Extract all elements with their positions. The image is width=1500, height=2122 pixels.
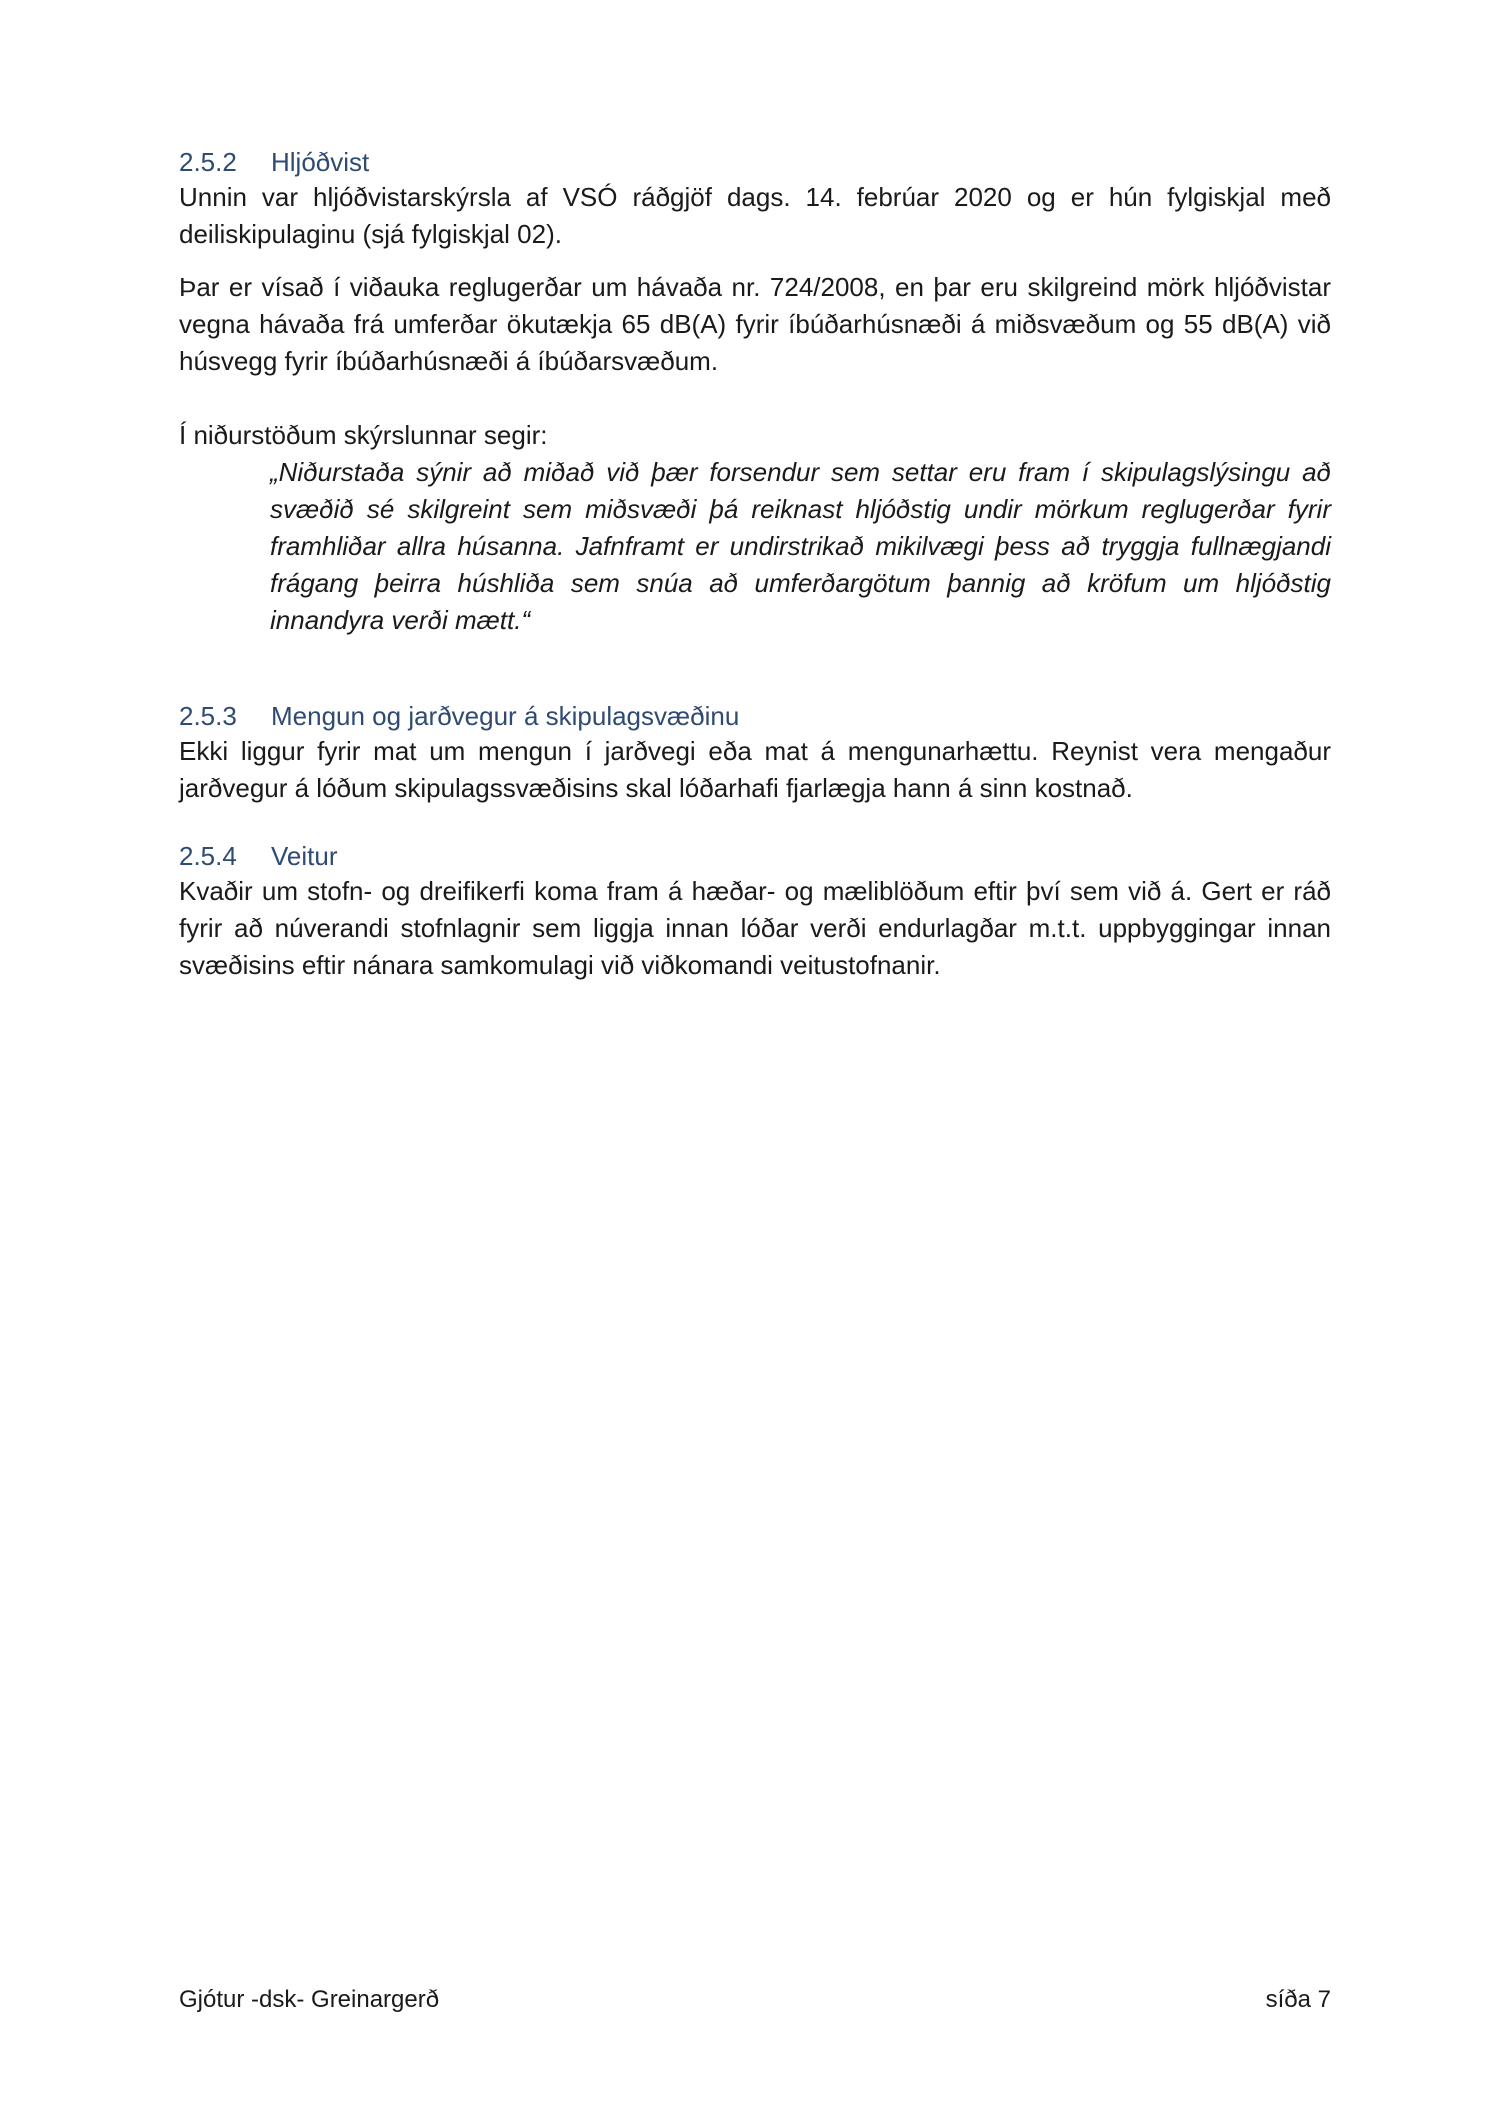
paragraph: Í niðurstöðum skýrslunnar segir: xyxy=(179,420,548,450)
section-heading xyxy=(179,145,1331,179)
section-title: Mengun og jarðvegur á skipulagsvæðinu xyxy=(271,701,740,731)
section-title: Hljóðvist xyxy=(271,147,370,177)
paragraph: Ekki liggur fyrir mat um mengun í jarðvegi eða mat á mengunarhættu. Reynist vera mengaður jarðvegur á lóðum skipulagssvæðisins skal lóðarhafi fjarlægja hann á sinn kostnað. xyxy=(179,736,1331,803)
section-2-5-2 xyxy=(179,145,1331,639)
section-title: Veitur xyxy=(271,841,338,871)
paragraph: Unnin var hljóðvistarskýrsla af VSÓ ráðgjöf dags. 14. febrúar 2020 og er hún fylgiskjal með deiliskipulaginu (sjá fylgiskjal 02). xyxy=(179,182,1331,249)
section-heading xyxy=(179,699,1331,733)
block-quote: „Niðurstaða sýnir að miðað við þær forsendur sem settar eru fram í skipulagslýsingu að svæðið sé skilgreint sem miðsvæði þá reiknast hljóðstig undir mörkum reglugerðar fyrir framhliðar allra húsanna. Jafnframt er undirstrikað mikilvægi þess að tryggja fullnægjandi frágang þeirra húshliða sem snúa að umferðargötum þannig að kröfum um hljóðstig innandyra verði mætt.“ xyxy=(270,457,1331,635)
section-heading xyxy=(179,839,1331,873)
paragraph: Þar er vísað í viðauka reglugerðar um hávaða nr. 724/2008, en þar eru skilgreind mörk hljóðvistar vegna hávaða frá umferðar ökutækja 65 dB(A) fyrir íbúðarhúsnæði á miðsvæðum og 55 dB(A) við húsvegg fyrir íbúðarhúsnæði á íbúðarsvæðum. xyxy=(179,272,1331,376)
section-number: 2.5.2 xyxy=(179,147,237,177)
section-number: 2.5.4 xyxy=(179,841,237,871)
footer-page-number: síða 7 xyxy=(1265,1986,1331,2013)
footer-document-title: Gjótur -dsk- Greinargerð xyxy=(179,1986,440,2013)
section-2-5-4 xyxy=(179,839,1331,984)
section-2-5-3 xyxy=(179,699,1331,807)
section-number: 2.5.3 xyxy=(179,701,237,731)
paragraph: Kvaðir um stofn- og dreifikerfi koma fram á hæðar- og mæliblöðum eftir því sem við á. Gert er ráð fyrir að núverandi stofnlagnir sem liggja innan lóðar verði endurlagðar m.t.t. uppbyggingar innan svæðisins eftir nánara samkomulagi við viðkomandi veitustofnanir. xyxy=(179,876,1331,980)
document-page xyxy=(179,0,1331,2122)
